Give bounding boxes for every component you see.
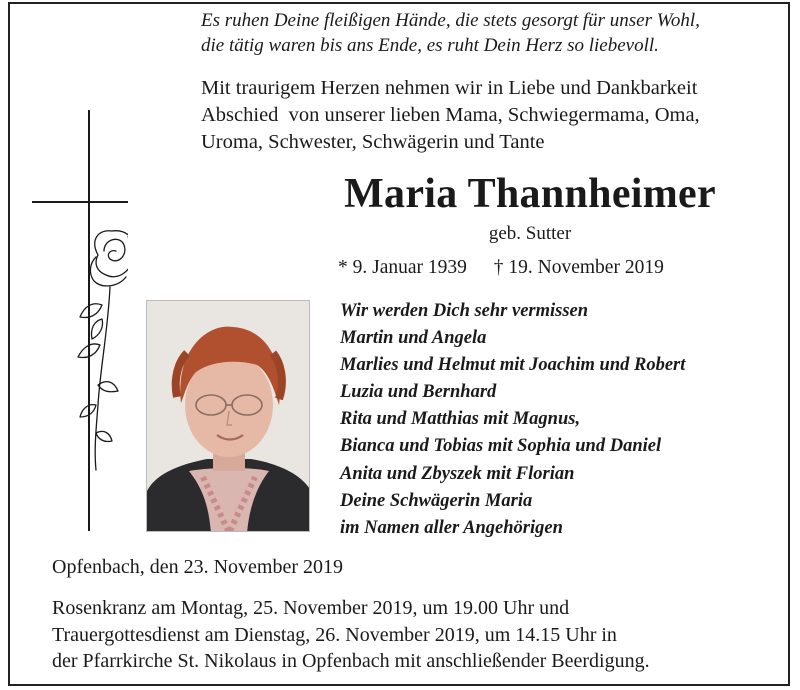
portrait-image bbox=[147, 301, 310, 532]
service-info bbox=[52, 595, 787, 675]
place-and-date: Opfenbach, den 23. November 2019 bbox=[52, 556, 344, 578]
death-cross-icon: † bbox=[493, 257, 504, 278]
cross-and-rose-decoration bbox=[28, 105, 128, 535]
intro-text bbox=[201, 75, 786, 156]
verse-line: Es ruhen Deine fleißigen Hände, die stets gesorgt für unser Wohl, bbox=[201, 10, 700, 31]
mourner-line: Luzia und Bernhard bbox=[340, 382, 497, 403]
birth-date: 9. Januar 1939 bbox=[352, 257, 467, 278]
death-date: 19. November 2019 bbox=[508, 257, 664, 278]
memorial-verse bbox=[201, 8, 781, 58]
service-line: der Pfarrkirche St. Nikolaus in Opfenbach mit anschließender Beerdigung. bbox=[52, 650, 650, 672]
intro-line: Mit traurigem Herzen nehmen wir in Liebe und Dankbarkeit bbox=[201, 77, 698, 99]
deceased-name: Maria Thannheimer bbox=[344, 171, 716, 217]
life-dates bbox=[338, 256, 778, 280]
birth-name: geb. Sutter bbox=[488, 223, 572, 244]
portrait-photo bbox=[146, 300, 310, 532]
mourner-line: Marlies und Helmut mit Joachim und Robert bbox=[340, 355, 686, 376]
mourner-line: im Namen aller Angehörigen bbox=[340, 517, 563, 538]
intro-line: Uroma, Schwester, Schwägerin und Tante bbox=[201, 131, 545, 153]
mourner-line: Martin und Angela bbox=[340, 328, 487, 349]
mourner-line: Deine Schwägerin Maria bbox=[340, 490, 533, 511]
birth-star-icon: * bbox=[338, 257, 348, 278]
mourner-line: Wir werden Dich sehr vermissen bbox=[340, 301, 589, 321]
rose-icon bbox=[78, 231, 128, 470]
service-line: Rosenkranz am Montag, 25. November 2019, um 19.00 Uhr und bbox=[52, 597, 570, 619]
verse-line: die tätig waren bis ans Ende, es ruht Dein Herz so liebevoll. bbox=[201, 35, 659, 56]
mourner-line: Rita und Matthias mit Magnus, bbox=[340, 409, 581, 430]
service-line: Trauergottesdienst am Dienstag, 26. November 2019, um 14.15 Uhr in bbox=[52, 623, 617, 646]
mourners-list bbox=[340, 298, 785, 542]
cross-icon bbox=[32, 110, 128, 531]
mourner-line: Bianca und Tobias mit Sophia und Daniel bbox=[340, 436, 662, 457]
mourner-line: Anita und Zbyszek mit Florian bbox=[340, 463, 575, 484]
intro-line: Abschied von unserer lieben Mama, Schwiegermama, Oma, bbox=[201, 104, 700, 126]
